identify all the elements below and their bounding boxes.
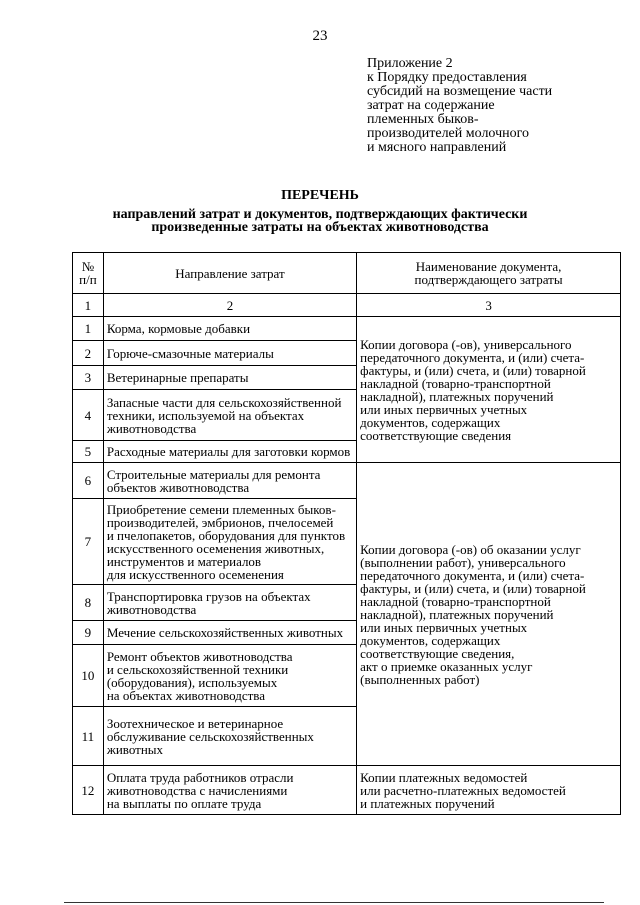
page-number: 23 xyxy=(312,28,328,44)
row-number: 8 xyxy=(73,585,104,621)
appendix-line: Приложение 2 xyxy=(367,56,453,71)
row-direction-line: Приобретение семени племенных быков- xyxy=(106,501,336,517)
row-document xyxy=(357,766,621,815)
row-direction xyxy=(103,645,356,707)
column-number: 1 xyxy=(73,294,104,317)
document-line: накладной), платежных поручений xyxy=(360,606,554,622)
row-direction-line: на выплаты по оплате труда xyxy=(106,795,262,811)
document-line: накладной (товарно-транспортной xyxy=(360,375,551,391)
table-row xyxy=(73,317,621,341)
table-row xyxy=(73,766,621,815)
row-number: 3 xyxy=(73,366,104,390)
expenses-table xyxy=(72,252,621,815)
row-number: 12 xyxy=(73,766,104,815)
appendix-line: и мясного направлений xyxy=(367,140,507,155)
row-direction-line: животных xyxy=(106,741,164,757)
subtitle-line: направлений затрат и документов, подтверждающих фактически xyxy=(112,207,528,222)
row-number: 1 xyxy=(73,317,104,341)
row-document xyxy=(357,317,621,463)
document-title: ПЕРЕЧЕНЬ xyxy=(281,188,359,203)
appendix-line: субсидий на возмещение части xyxy=(367,84,553,99)
row-direction-line: Ветеринарные препараты xyxy=(106,370,249,385)
row-direction-line: искусственного осеменения животных, xyxy=(106,540,325,556)
row-direction-line: Транспортировка грузов на объектах xyxy=(106,588,311,604)
header-document-line: подтверждающего затраты xyxy=(414,272,563,287)
row-direction xyxy=(103,441,356,463)
row-direction xyxy=(103,317,356,341)
document-line: соответствующие сведения xyxy=(360,427,512,443)
document-line: соответствующие сведения, xyxy=(360,645,515,661)
document-line: фактуры, и (или) счета, и (или) товарной xyxy=(360,580,586,596)
row-document xyxy=(357,463,621,766)
table-header-row xyxy=(73,253,621,294)
document-line: фактуры, и (или) счета, и (или) товарной xyxy=(360,362,586,378)
row-direction-line: Мечение сельскохозяйственных животных xyxy=(106,625,344,640)
row-direction-line: и сельскохозяйственной техники xyxy=(106,661,289,677)
row-direction-line: животноводства xyxy=(106,420,197,436)
header-document-line: Наименование документа, xyxy=(415,259,562,274)
header-num xyxy=(73,253,104,294)
row-number: 6 xyxy=(73,463,104,499)
column-number: 2 xyxy=(103,294,356,317)
document-line: или расчетно-платежных ведомостей xyxy=(360,782,566,798)
header-direction: Направление затрат xyxy=(103,253,356,294)
document-line: или иных первичных учетных xyxy=(360,401,528,417)
document-line: (выполненных работ) xyxy=(360,671,480,687)
row-direction-line: для искусственного осеменения xyxy=(106,566,284,582)
document-line: передаточного документа, и (или) счета- xyxy=(360,567,585,583)
appendix-line: производителей молочного xyxy=(367,126,529,141)
table-row xyxy=(73,463,621,499)
row-direction-line: объектов животноводства xyxy=(106,479,250,495)
appendix-line: племенных быков- xyxy=(367,112,479,127)
row-direction-line: Расходные материалы для заготовки кормов xyxy=(106,444,351,459)
document-line: передаточного документа, и (или) счета- xyxy=(360,349,585,365)
row-direction xyxy=(103,341,356,366)
row-direction xyxy=(103,621,356,645)
row-number: 10 xyxy=(73,645,104,707)
row-direction-line: обслуживание сельскохозяйственных xyxy=(106,728,314,744)
row-direction xyxy=(103,390,356,441)
appendix-line: затрат на содержание xyxy=(367,98,495,113)
row-direction-line: животноводства с начислениями xyxy=(106,782,288,798)
row-direction-line: Зоотехническое и ветеринарное xyxy=(106,715,284,731)
document-line: и платежных поручений xyxy=(360,795,495,811)
row-number: 9 xyxy=(73,621,104,645)
document-line: накладной (товарно-транспортной xyxy=(360,593,551,609)
row-direction-line: Горюче-смазочные материалы xyxy=(106,345,274,361)
document-line: Копии платежных ведомостей xyxy=(360,769,528,785)
page-bottom-rule xyxy=(64,902,604,903)
row-direction xyxy=(103,585,356,621)
column-number: 3 xyxy=(357,294,621,317)
document-subtitle xyxy=(0,208,640,234)
header-num-line: п/п xyxy=(79,272,97,287)
row-number: 5 xyxy=(73,441,104,463)
document-line: документов, содержащих xyxy=(360,632,501,648)
row-direction-line: (оборудования), используемых xyxy=(106,674,278,690)
row-number: 11 xyxy=(73,707,104,766)
row-direction-line: Корма, кормовые добавки xyxy=(106,321,251,336)
row-direction-line: животноводства xyxy=(106,601,197,617)
row-direction-line: Ремонт объектов животноводства xyxy=(106,648,293,664)
header-num-line: № xyxy=(81,259,95,274)
row-number: 4 xyxy=(73,390,104,441)
document-line: или иных первичных учетных xyxy=(360,619,528,635)
document-line: акт о приемке оказанных услуг xyxy=(360,658,533,674)
header-document xyxy=(357,253,621,294)
row-direction-line: производителей, эмбрионов, пчелосемей xyxy=(106,514,334,530)
subtitle-line: произведенные затраты на объектах животноводства xyxy=(151,220,489,235)
row-direction-line: Запасные части для сельскохозяйственной xyxy=(106,394,342,410)
document-line: (выполнении работ), универсального xyxy=(360,554,566,570)
document-line: Копии договора (-ов) об оказании услуг xyxy=(360,541,581,557)
row-direction-line: Строительные материалы для ремонта xyxy=(106,466,321,482)
column-number-row xyxy=(73,294,621,317)
document-line: документов, содержащих xyxy=(360,414,501,430)
row-direction-line: Оплата труда работников отрасли xyxy=(106,769,294,785)
appendix-line: к Порядку предоставления xyxy=(367,70,527,85)
row-direction-line: техники, используемой на объектах xyxy=(106,407,305,423)
document-line: накладной), платежных поручений xyxy=(360,388,554,404)
row-direction xyxy=(103,499,356,585)
appendix-block xyxy=(367,57,552,155)
document-line: Копии договора (-ов), универсального xyxy=(360,336,572,352)
row-direction xyxy=(103,463,356,499)
row-number: 7 xyxy=(73,499,104,585)
row-direction-line: на объектах животноводства xyxy=(106,687,266,703)
row-direction xyxy=(103,366,356,390)
row-direction xyxy=(103,766,356,815)
row-direction-line: и пчелопакетов, оборудования для пунктов xyxy=(106,527,346,543)
row-direction-line: инструментов и материалов xyxy=(106,553,262,569)
row-direction xyxy=(103,707,356,766)
row-number: 2 xyxy=(73,341,104,366)
